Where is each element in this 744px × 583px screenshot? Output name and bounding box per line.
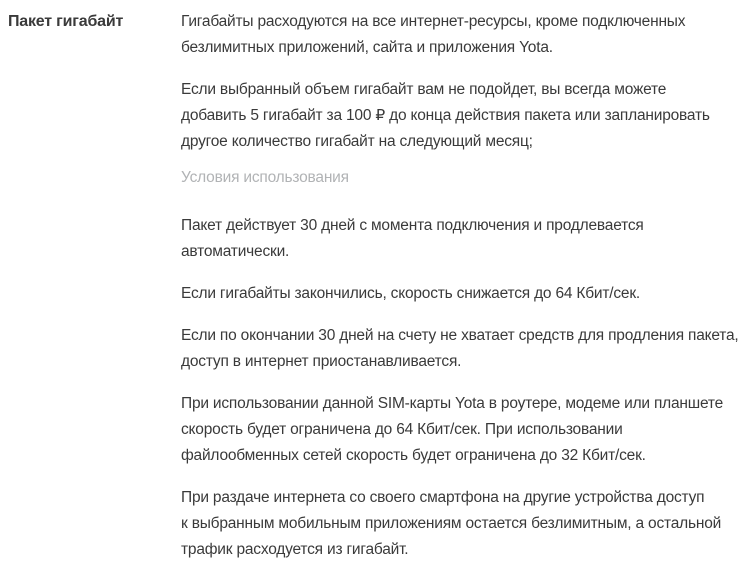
text-line: Условия использования <box>181 169 349 186</box>
text-line: файлообменных сетей скорость будет ограничена до 32 Кбит/сек. <box>181 447 646 464</box>
subheading-usage-terms <box>181 165 744 191</box>
paragraph-gigabytes-usage <box>181 9 744 61</box>
term-title: Пакет гигабайт <box>8 13 124 30</box>
paragraph-tethering <box>181 485 744 563</box>
text-line: Если гигабайты закончились, скорость снижается до 64 Кбит/сек. <box>181 285 641 302</box>
term-column <box>8 9 181 35</box>
text-line: безлимитных приложений, сайта и приложения Yota. <box>181 39 553 56</box>
text-line: При раздаче интернета со своего смартфона на другие устройства доступ <box>181 489 705 506</box>
text-line: другое количество гигабайт на следующий месяц; <box>181 133 533 150</box>
paragraph-speed-after-limit <box>181 281 744 307</box>
text-line: Гигабайты расходуются на все интернет-ресурсы, кроме подключенных <box>181 13 686 30</box>
text-line: Если по окончании 30 дней на счету не хватает средств для продления пакета, <box>181 327 739 344</box>
paragraph-add-gigabytes <box>181 77 744 155</box>
text-line: Если выбранный объем гигабайт вам не подойдет, вы всегда можете <box>181 81 667 98</box>
text-line: к выбранным мобильным приложениям остается безлимитным, а остальной <box>181 515 722 532</box>
paragraph-sim-in-router <box>181 391 744 469</box>
paragraph-insufficient-funds <box>181 323 744 375</box>
text-line: скорость будет ограничена до 64 Кбит/сек. При использовании <box>181 421 623 438</box>
text-line: трафик расходуется из гигабайт. <box>181 541 409 558</box>
text-line: Пакет действует 30 дней с момента подключения и продлевается <box>181 217 644 234</box>
description-column <box>181 9 744 563</box>
text-line: При использовании данной SIM-карты Yota в роутере, модеме или планшете <box>181 395 724 412</box>
text-line: автоматически. <box>181 243 290 260</box>
text-line: добавить 5 гигабайт за 100 ₽ до конца действия пакета или запланировать <box>181 107 710 124</box>
text-line: доступ в интернет приостанавливается. <box>181 353 462 370</box>
paragraph-package-duration <box>181 213 744 265</box>
